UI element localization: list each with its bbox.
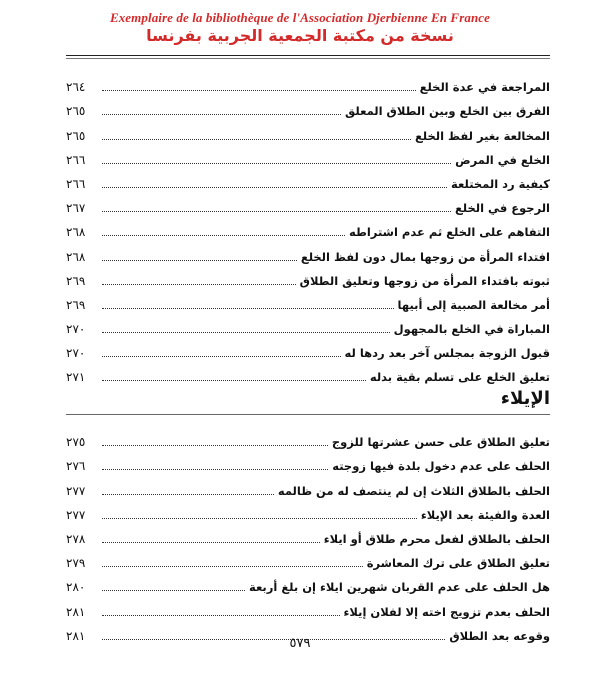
entry-page: ٢٨٠ (66, 580, 86, 595)
entry-title: الحلف بالطلاق لفعل محرم طلاق أو ايلاء (323, 531, 550, 546)
toc-entry[interactable] (66, 312, 550, 336)
toc-entry[interactable] (66, 239, 550, 263)
dot-leader (102, 113, 341, 115)
dot-leader (102, 331, 390, 333)
entry-page: ٢٦٩ (66, 297, 86, 312)
entry-page: ٢٧٠ (66, 346, 86, 361)
entry-page: ٢٧٧ (66, 507, 86, 522)
top-rule (66, 55, 550, 56)
entry-page: ٢٦٧ (66, 201, 86, 216)
entry-title: تعليق الطلاق على حسن عشرتها للزوج (331, 435, 550, 450)
entry-title: التفاهم على الخلع ثم عدم اشتراطه (349, 225, 550, 240)
entry-title: تعليق الطلاق على ترك المعاشرة (366, 556, 550, 571)
entry-page: ٢٧٨ (66, 531, 86, 546)
entry-title: ثبوته بافتداء المرأة من زوجها وتعليق الطلاق (299, 273, 550, 288)
entry-page: ٢٧٩ (66, 556, 86, 571)
dot-leader (102, 259, 297, 261)
dot-leader (102, 355, 341, 357)
entry-title: العدة والفيئة بعد الإيلاء (420, 507, 550, 522)
library-stamp-latin: Exemplaire de la bibliothèque de l'Association Djerbienne En France (109, 10, 491, 25)
dot-leader (102, 307, 394, 309)
dot-leader (102, 89, 416, 91)
dot-leader (102, 138, 411, 140)
entry-page: ٢٦٨ (66, 225, 86, 240)
entry-title: الرجوع في الخلع (454, 201, 550, 216)
entry-title: كيفية رد المختلعة (451, 176, 550, 191)
entry-title: المراجعة في عدة الخلع (419, 80, 550, 95)
dot-leader (102, 589, 245, 591)
entry-title: قبول الزوجة بمجلس آخر بعد ردها له (344, 346, 550, 361)
entry-title: المخالعة بغير لفظ الخلع (414, 128, 550, 143)
toc-entry[interactable] (66, 425, 550, 449)
page-number: ٥٧٩ (289, 636, 311, 651)
entry-page: ٢٦٦ (66, 152, 86, 167)
toc-entry[interactable] (66, 118, 550, 142)
library-stamp-arabic: نسخة من مكتبة الجمعية الجربية بفرنسا (146, 26, 454, 45)
entry-page: ٢٦٦ (66, 176, 86, 191)
entry-title: الحلف على عدم دخول بلدة فيها زوجته (332, 459, 550, 474)
toc-entry[interactable] (66, 143, 550, 167)
toc-section-ila (66, 425, 550, 643)
entry-page: ٢٧٧ (66, 483, 86, 498)
section-heading-ila: الإيلاء (500, 388, 550, 409)
dot-leader (102, 283, 296, 285)
entry-title: الخلع في المرض (455, 152, 550, 167)
toc-entry[interactable] (66, 94, 550, 118)
dot-leader (102, 234, 345, 236)
toc-entry[interactable] (66, 594, 550, 618)
entry-page: ٢٨١ (66, 604, 86, 619)
entry-page: ٢٦٤ (66, 80, 86, 95)
section-heading-rule (66, 414, 550, 415)
entry-title: افتداء المرأة من زوجها بمال دون لفظ الخلع (300, 249, 550, 264)
dot-leader (102, 162, 451, 164)
dot-leader (102, 186, 447, 188)
dot-leader (102, 541, 320, 543)
dot-leader (102, 614, 340, 616)
entry-page: ٢٨١ (66, 628, 86, 643)
entry-page: ٢٧٠ (66, 322, 86, 337)
dot-leader (102, 468, 328, 470)
entry-title: المباراة في الخلع بالمجهول (393, 322, 550, 337)
entry-title: الحلف بعدم تزويج اخته إلا لفلان إيلاء (343, 604, 550, 619)
toc-entry[interactable] (66, 288, 550, 312)
toc-entry[interactable] (66, 522, 550, 546)
toc-entry[interactable] (66, 546, 550, 570)
toc-section-khul (66, 70, 550, 384)
entry-title: الفرق بين الخلع وبين الطلاق المعلق (345, 104, 550, 119)
dot-leader (102, 210, 451, 212)
entry-page: ٢٧١ (66, 370, 86, 385)
entry-page: ٢٧٥ (66, 435, 86, 450)
top-rule-secondary (66, 58, 550, 59)
entry-page: ٢٦٥ (66, 128, 86, 143)
toc-entry[interactable] (66, 191, 550, 215)
entry-page: ٢٦٩ (66, 273, 86, 288)
entry-title: هل الحلف على عدم القربان شهرين ايلاء إن بلغ أربعة (248, 580, 550, 595)
toc-entry[interactable] (66, 360, 550, 384)
toc-entry[interactable] (66, 498, 550, 522)
toc-entry[interactable] (66, 473, 550, 497)
entry-page: ٢٦٨ (66, 249, 86, 264)
toc-entry[interactable] (66, 70, 550, 94)
toc-entry[interactable] (66, 449, 550, 473)
entry-page: ٢٧٦ (66, 459, 86, 474)
toc-entry[interactable] (66, 336, 550, 360)
entry-title: الحلف بالطلاق الثلاث إن لم ينتصف له من ظالمه (277, 483, 550, 498)
entry-title: أمر مخالعة الصبية إلى أبيها (397, 297, 550, 312)
entry-page: ٢٦٥ (66, 104, 86, 119)
dot-leader (102, 565, 363, 567)
dot-leader (102, 379, 366, 381)
toc-entry[interactable] (66, 167, 550, 191)
entry-title: تعليق الخلع على تسلم بقية بدله (369, 370, 550, 385)
dot-leader (102, 517, 417, 519)
toc-entry[interactable] (66, 215, 550, 239)
dot-leader (102, 444, 328, 446)
toc-entry[interactable] (66, 264, 550, 288)
toc-entry[interactable] (66, 570, 550, 594)
entry-title: وقوعه بعد الطلاق (449, 628, 550, 643)
dot-leader (102, 493, 274, 495)
